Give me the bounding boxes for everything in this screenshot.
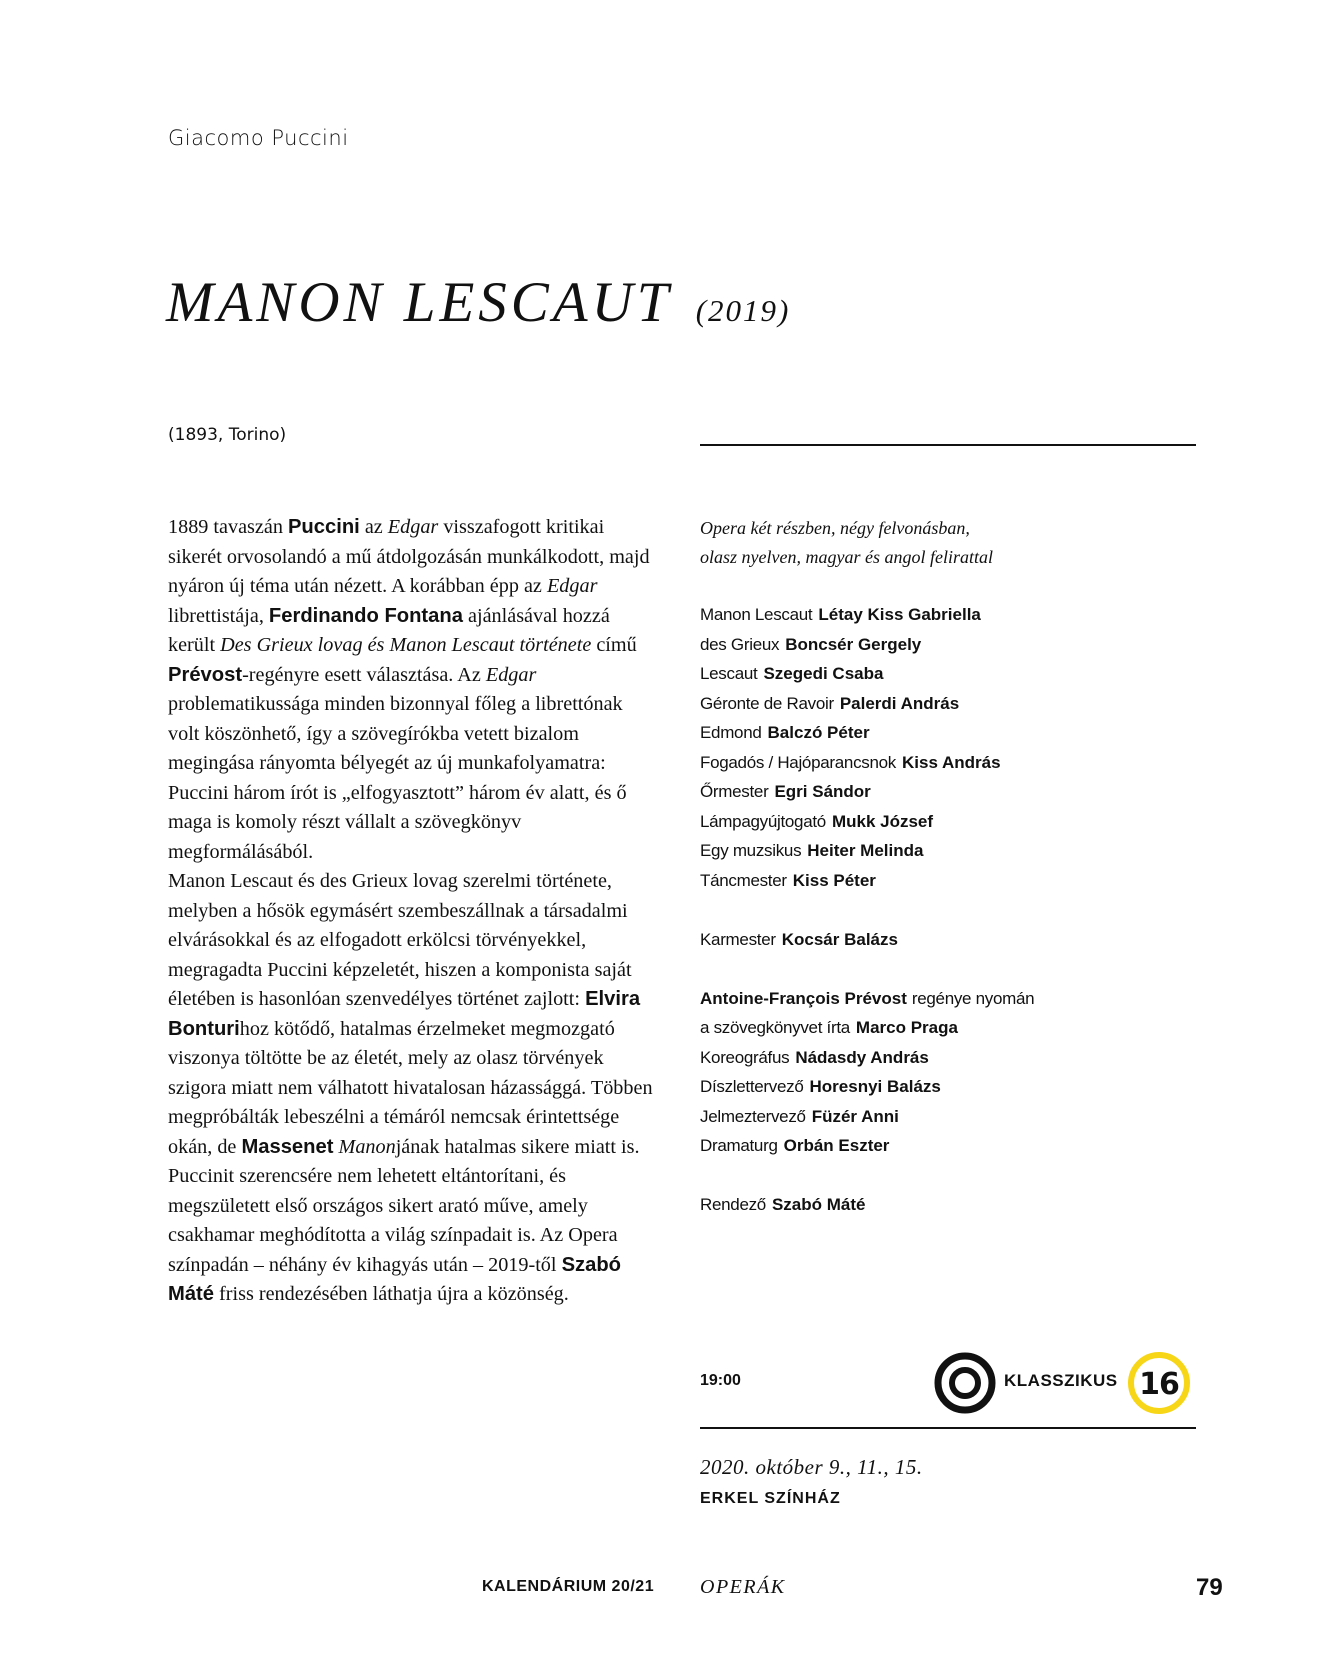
credit-name: Horesnyi Balázs bbox=[809, 1077, 941, 1096]
credit-row bbox=[700, 659, 1200, 689]
text-run: hoz kötődő, hatalmas érzelmeket megmozgató viszonya töltötte be az életét, mely az olasz törvények szigora miatt nem válhatott hivatalosan házassággá. Többen megpróbálták lebeszélni a témáról nemcsak érintettsége okán, de bbox=[168, 1017, 653, 1158]
emphasized-name: Massenet bbox=[241, 1135, 334, 1158]
credits-spacer bbox=[700, 1161, 1200, 1191]
credit-name: Palerdi András bbox=[839, 693, 960, 713]
credit-role: Lámpagyújtogató bbox=[700, 811, 826, 831]
credit-name: Heiter Melinda bbox=[807, 841, 924, 860]
credit-role: Koreográfus bbox=[700, 1047, 790, 1067]
credit-role: Edmond bbox=[700, 723, 762, 742]
credit-name: Boncsér Gergely bbox=[785, 634, 922, 654]
text-run: az bbox=[359, 516, 388, 538]
work-title: Edgar bbox=[546, 575, 598, 597]
credits-spacer bbox=[700, 954, 1200, 984]
credit-role: Jelmeztervező bbox=[700, 1106, 806, 1126]
credit-role: regénye nyomán bbox=[911, 988, 1035, 1008]
opera-title-text: MANON LESCAUT bbox=[166, 271, 672, 334]
credit-name: Balczó Péter bbox=[767, 723, 870, 742]
section-name: OPERÁK bbox=[700, 1576, 786, 1598]
credit-role: Karmester bbox=[700, 929, 776, 949]
series-label: KLASSZIKUS bbox=[1004, 1371, 1118, 1390]
text-run: jának hatalmas sikere miatt is. Puccinit szerencsére nem lehetett eltántorítani, és megszületett első országos sikert arató műve, amely csakhamar meghódította a világ színpadait is. Az Opera színpadán – néhány év kihagyás után – 2019-től bbox=[168, 1135, 640, 1276]
performance-time: 19:00 bbox=[700, 1372, 741, 1389]
series-number: 16 bbox=[1139, 1367, 1179, 1402]
credit-name: Antoine-François Prévost bbox=[700, 988, 907, 1008]
credit-row bbox=[700, 1072, 1200, 1102]
credits-spacer bbox=[700, 895, 1200, 925]
credit-name: Kiss András bbox=[901, 752, 1001, 772]
credit-role: Dramaturg bbox=[700, 1136, 778, 1155]
text-run: -regényre esett választása. Az bbox=[242, 663, 486, 686]
credit-role: Géronte de Ravoir bbox=[700, 693, 834, 713]
credit-row bbox=[700, 600, 1200, 630]
emphasized-name: Prévost bbox=[168, 663, 243, 686]
credit-row bbox=[700, 984, 1200, 1014]
credit-role: Lescaut bbox=[700, 664, 758, 683]
text-run: visszafogott kritikai sikerét orvosolandó a mű átdolgozásán munkálkodott, majd nyáron új téma után nézett. A korábban épp az bbox=[168, 516, 650, 597]
credit-row bbox=[700, 1013, 1200, 1043]
credit-row bbox=[700, 807, 1200, 837]
credit-name: Szabó Máté bbox=[771, 1195, 866, 1214]
text-run: problematikussága minden bizonnyal főleg a librettónak volt köszönhető, így a szövegírókba vetett bizalom megingása rányomta bélyegét az új munkafolyamatra: Puccini három írót is „elfogyasztott” három év alatt, és ő maga is komoly részt vállalt a szövegkönyv megformálásából. bbox=[168, 693, 627, 863]
credit-role: Rendező bbox=[700, 1195, 766, 1214]
emphasized-name: Ferdinando Fontana bbox=[268, 604, 463, 627]
credit-name: Kiss Péter bbox=[792, 870, 876, 890]
publication-name: KALENDÁRIUM 20/21 bbox=[482, 1578, 655, 1595]
bottom-divider bbox=[700, 1427, 1196, 1429]
subtitle-line: olasz nyelven, magyar és angol felirattal bbox=[700, 547, 993, 567]
page-number: 79 bbox=[1196, 1574, 1223, 1601]
credit-row bbox=[700, 866, 1200, 896]
credit-role: a szövegkönyvet írta bbox=[700, 1018, 850, 1037]
credit-row bbox=[700, 718, 1200, 748]
credit-row bbox=[700, 1131, 1200, 1161]
credit-name: Létay Kiss Gabriella bbox=[818, 605, 981, 624]
credit-name: Füzér Anni bbox=[811, 1106, 899, 1126]
top-divider bbox=[700, 444, 1196, 446]
credit-row bbox=[700, 1043, 1200, 1073]
text-run: librettistája, bbox=[168, 604, 269, 627]
credit-row bbox=[700, 689, 1200, 719]
credit-row bbox=[700, 777, 1200, 807]
credit-row bbox=[700, 1190, 1200, 1220]
credit-role: Manon Lescaut bbox=[700, 605, 813, 624]
credit-role: Egy muzsikus bbox=[700, 841, 802, 860]
credit-name: Marco Praga bbox=[855, 1018, 958, 1037]
credit-role: Táncmester bbox=[700, 870, 787, 890]
performance-dates: 2020. október 9., 11., 15. bbox=[700, 1455, 923, 1479]
synopsis-paragraph bbox=[168, 513, 658, 867]
text-run: friss rendezésében láthatja újra a közönség. bbox=[214, 1283, 569, 1305]
credit-name: Orbán Eszter bbox=[783, 1136, 890, 1155]
synopsis-paragraph bbox=[168, 867, 658, 1310]
text-run: Manon Lescaut és des Grieux lovag szerelmi története, melyben a hősök egymásért szembeszállnak a társadalmi elvárásokkal és az elfogadott erkölcsi törvényekkel, megragadta Puccini képzeletét, hiszen a komponista saját életében is hasonlóan szenvedélyes történet zajlott: bbox=[168, 870, 632, 1010]
credit-name: Szegedi Csaba bbox=[763, 664, 884, 683]
text-run: 1889 tavaszán bbox=[168, 516, 288, 538]
credit-name: Mukk József bbox=[831, 811, 934, 831]
credits-list bbox=[700, 600, 1200, 1220]
synopsis-text bbox=[168, 513, 658, 1310]
venue-name: ERKEL SZÍNHÁZ bbox=[700, 1490, 841, 1507]
emphasized-name: Puccini bbox=[287, 516, 360, 538]
credit-row bbox=[700, 925, 1200, 955]
composer-name: Giacomo Puccini bbox=[168, 126, 349, 150]
credit-row bbox=[700, 1102, 1200, 1132]
credit-name: Nádasdy András bbox=[795, 1047, 929, 1067]
credit-role: Őrmester bbox=[700, 782, 769, 801]
opera-title bbox=[166, 270, 790, 335]
work-title: Manon bbox=[338, 1135, 396, 1158]
premiere-info: (1893, Torino) bbox=[168, 425, 287, 445]
series-number-badge bbox=[1127, 1351, 1191, 1415]
work-title: Edgar bbox=[387, 516, 439, 538]
text-run: ajánlásával hozzá került bbox=[168, 604, 610, 656]
subtitle-line: Opera két részben, négy felvonásban, bbox=[700, 518, 970, 538]
credit-role: des Grieux bbox=[700, 634, 780, 654]
production-subtitle bbox=[700, 514, 1170, 572]
emphasized-name: Szabó Máté bbox=[168, 1253, 622, 1305]
credit-role: Fogadós / Hajóparancsnok bbox=[700, 752, 896, 772]
emphasized-name: Elvira Bonturi bbox=[168, 988, 641, 1040]
credit-row bbox=[700, 630, 1200, 660]
work-title: Des Grieux lovag és Manon Lescaut története bbox=[220, 634, 592, 656]
credit-name: Kocsár Balázs bbox=[781, 929, 898, 949]
text-run: című bbox=[591, 634, 637, 656]
credit-name: Egri Sándor bbox=[774, 782, 871, 801]
production-year: (2019) bbox=[695, 293, 791, 328]
credit-role: Díszlettervező bbox=[700, 1077, 804, 1096]
credit-row bbox=[700, 836, 1200, 866]
work-title: Edgar bbox=[485, 663, 537, 686]
series-target-icon bbox=[934, 1352, 996, 1414]
credit-row bbox=[700, 748, 1200, 778]
